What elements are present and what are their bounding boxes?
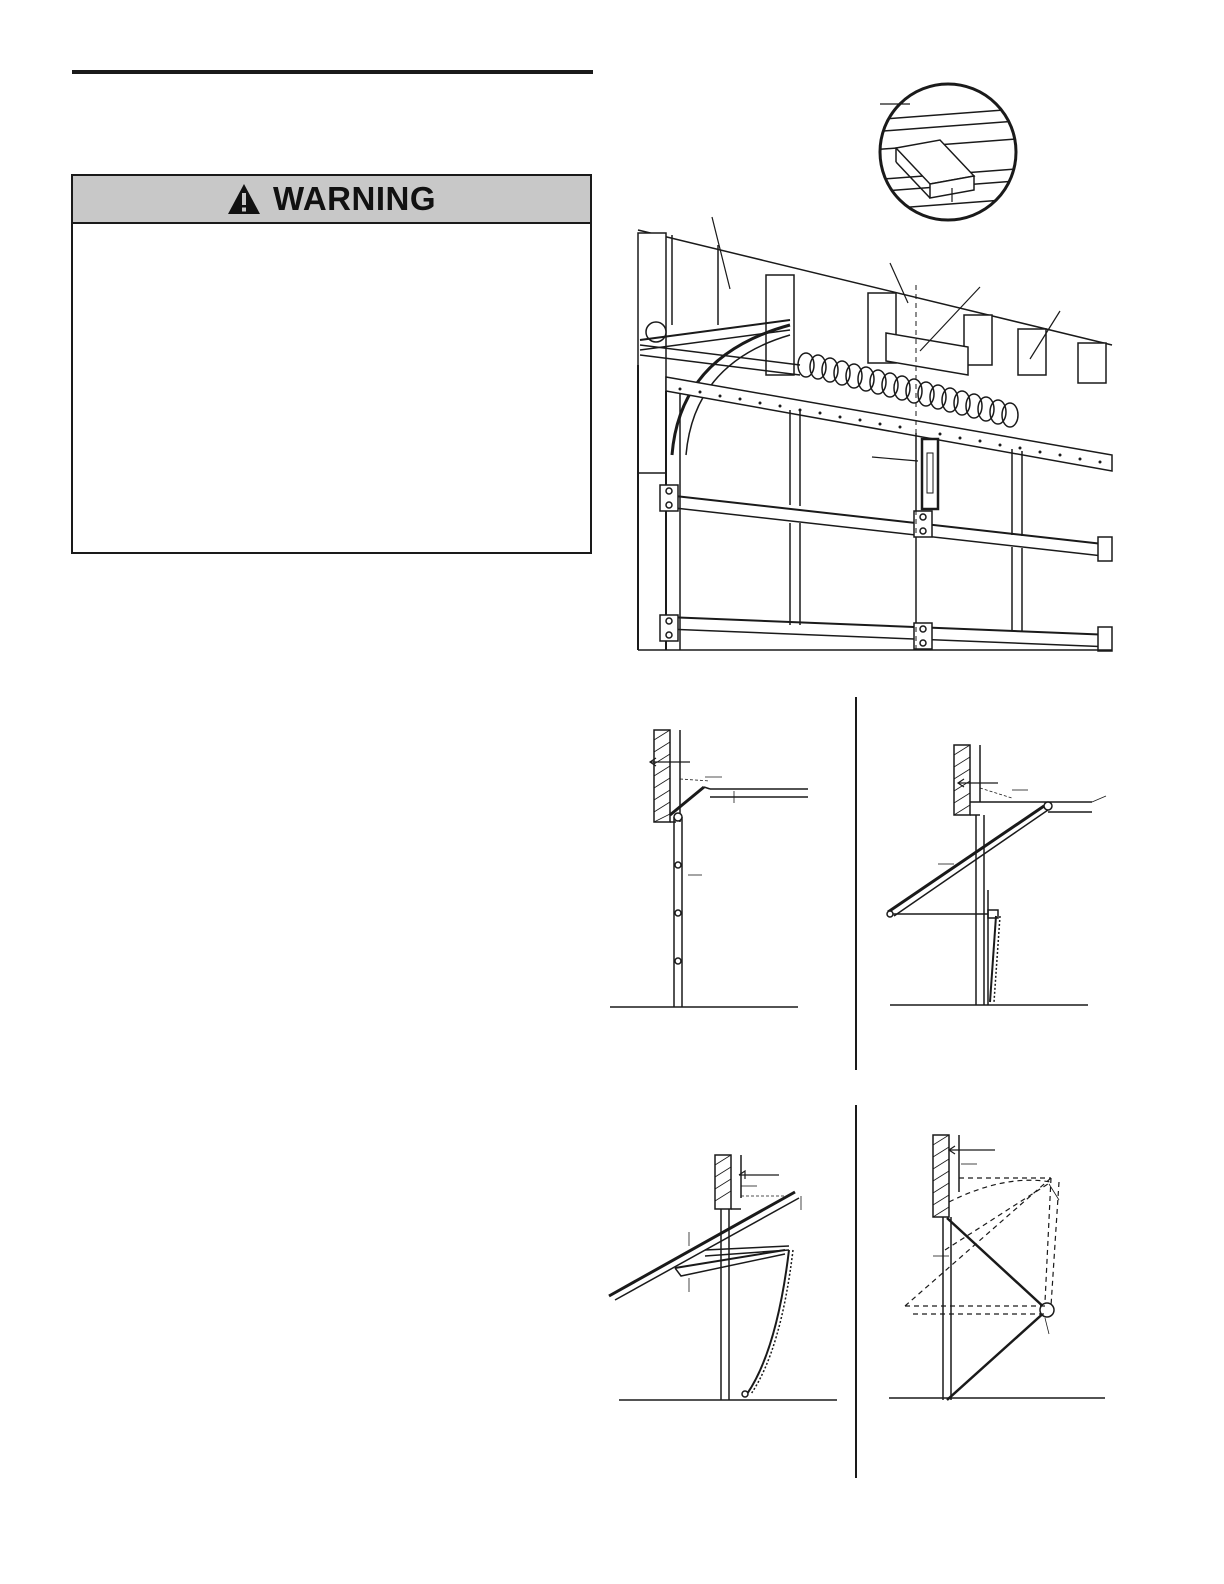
panel-divider-upper: [855, 697, 857, 1070]
garage-door-header-illustration: [600, 205, 1120, 655]
one-piece-door-spring-diagram-icon: [605, 1150, 840, 1405]
warning-title: WARNING: [273, 180, 436, 217]
panel-divider-lower: [855, 1105, 857, 1478]
warning-triangle-icon: [227, 183, 261, 215]
warning-body: [73, 224, 590, 554]
sectional-door-diagram-icon: [610, 725, 820, 1015]
warning-header: [73, 176, 590, 224]
section-header-rule: [72, 70, 593, 74]
warning-box: [71, 174, 592, 554]
one-piece-door-jamb-hardware-diagram-icon: [885, 1130, 1110, 1405]
one-piece-door-track-diagram-icon: [880, 740, 1110, 1015]
